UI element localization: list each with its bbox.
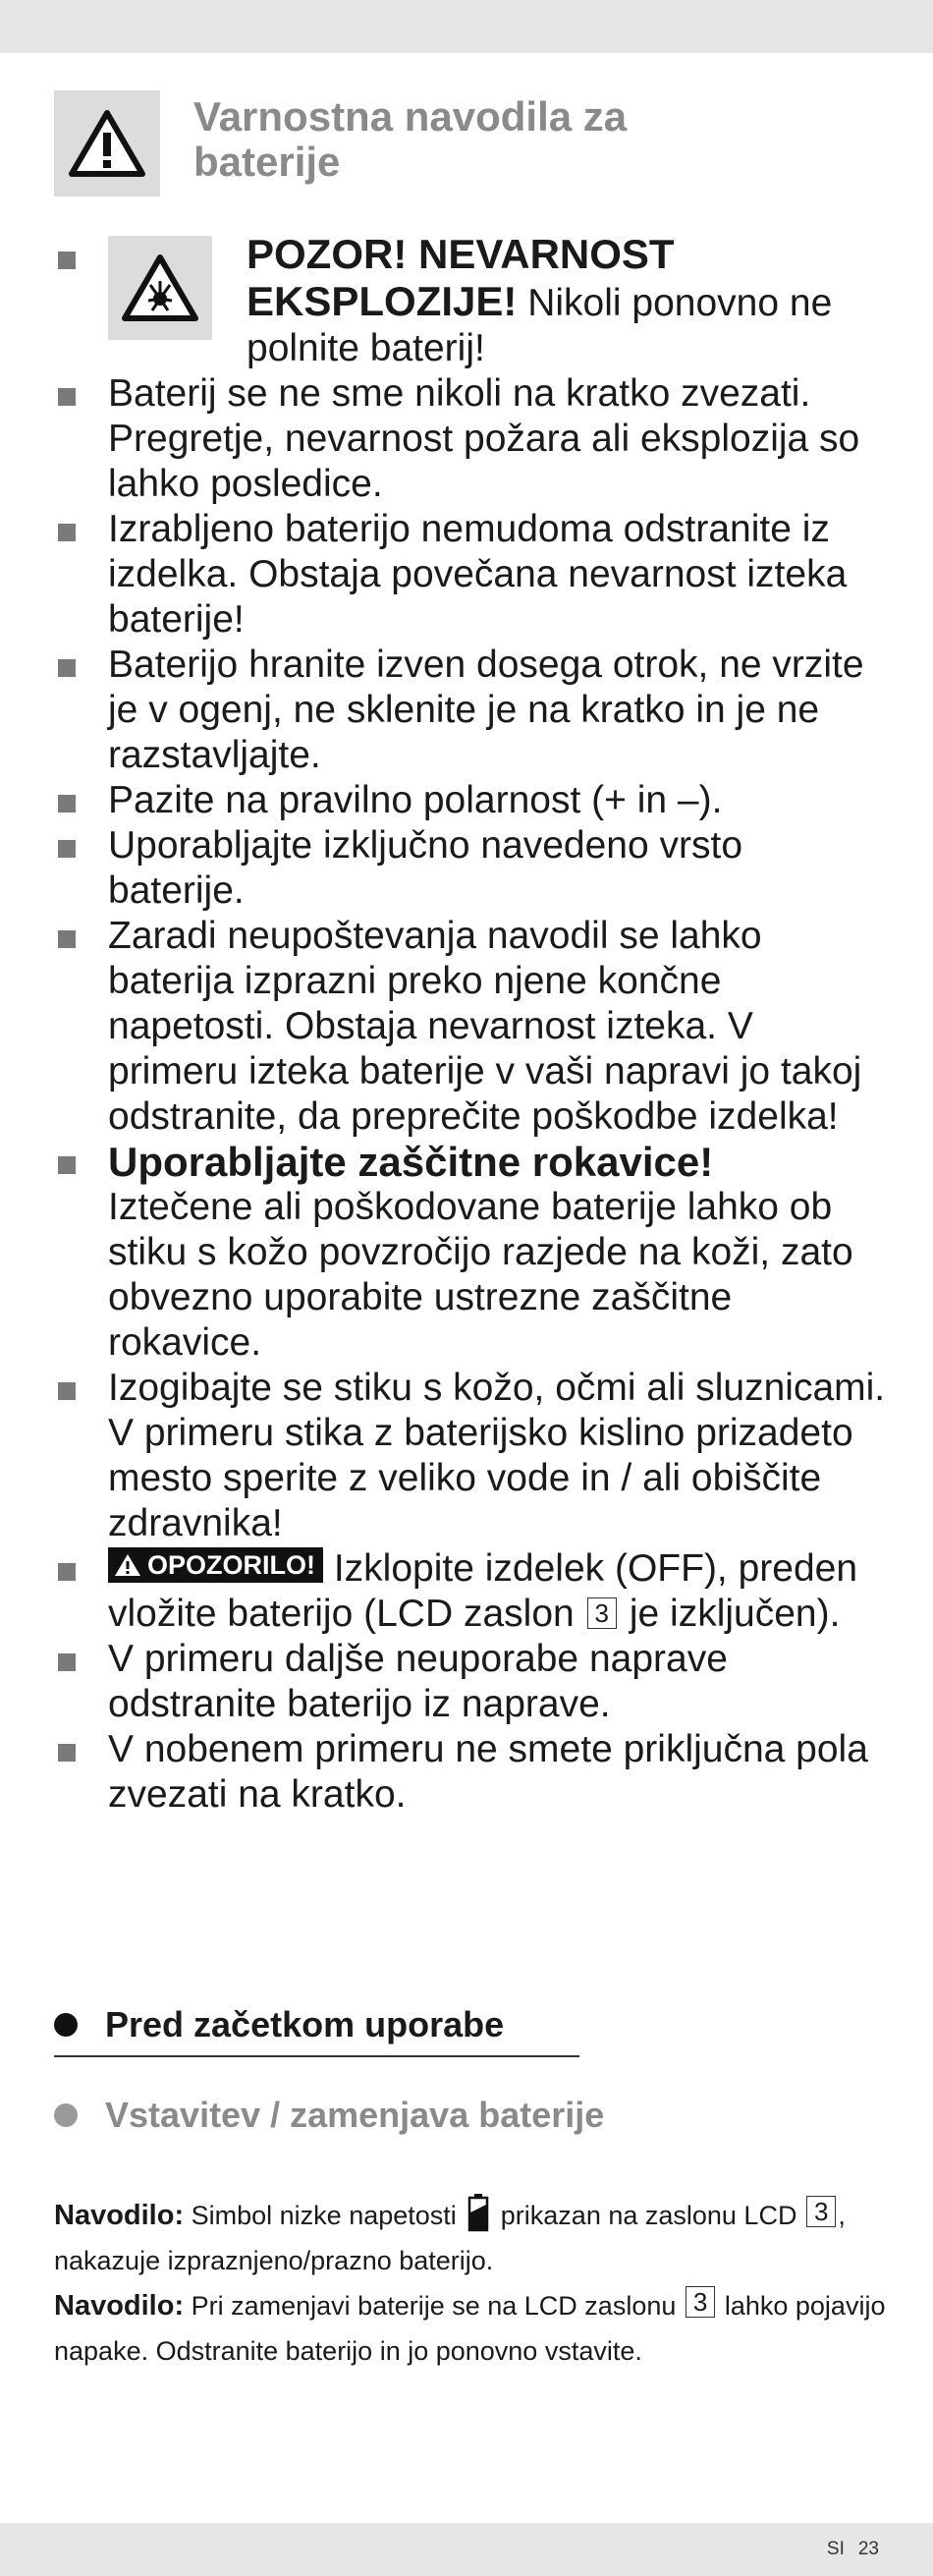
section-title: Vstavitev / zamenjava baterije	[105, 2095, 605, 2135]
low-battery-icon	[467, 2193, 489, 2232]
bullet	[58, 1382, 76, 1400]
heading-warning-box	[54, 90, 160, 196]
page-number: 23	[857, 2539, 879, 2559]
explosion-warning-box	[108, 236, 212, 340]
section-dot	[54, 2013, 78, 2037]
top-bar	[0, 0, 933, 53]
reference-number: 3	[806, 2196, 836, 2227]
warning-triangle-icon	[114, 1553, 141, 1577]
list-item: Uporabljajte zaščitne rokavice! Iztečene ali poškodovane baterije lahko ob stiku s kožo povzročijo razjede na koži, zato obvezno uporabite ustrezne zaščitne rokavice.	[54, 1140, 889, 1366]
page-title: Varnostna navodila za baterije	[193, 93, 628, 185]
list-item: Pazite na pravilno polarnost (+ in –).	[54, 778, 889, 823]
bullet	[58, 388, 76, 406]
footer-page-info	[813, 2539, 879, 2560]
list-item: V nobenem primeru ne smete priključna pola zvezati na kratko.	[54, 1727, 889, 1818]
bullet	[58, 930, 76, 948]
list-item: OPOZORILO! Izklopite izdelek (OFF), preden vložite baterijo (LCD zaslon 3 je izključen).	[54, 1546, 889, 1637]
list-item: Uporabljajte izključno navedeno vrsto baterije.	[54, 823, 889, 914]
list-item: Baterij se ne sme nikoli na kratko zvezati. Pregretje, nevarnost požara ali eksplozija so lahko posledice.	[54, 371, 889, 507]
bullet	[58, 1653, 76, 1671]
bullet	[58, 524, 76, 541]
reference-number: 3	[686, 2286, 715, 2318]
section-battery-replace	[54, 2095, 604, 2136]
note-lcd-errors: Navodilo: Pri zamenjavi baterije se na LCD zaslonu 3 lahko pojavijo napake. Odstranite baterijo in jo ponovno vstavite.	[54, 2287, 886, 2366]
list-item: POZOR! NEVARNOST EKSPLOZIJE! Nikoli ponovno ne polnite baterij!	[54, 232, 889, 371]
footer-bar	[0, 2523, 933, 2576]
section-dot	[54, 2103, 78, 2127]
list-item: Baterijo hranite izven dosega otrok, ne vrzite je v ogenj, ne sklenite je na kratko in je ne razstavljajte.	[54, 643, 889, 778]
bullet	[58, 659, 76, 677]
bullet	[58, 252, 76, 269]
list-item: Izogibajte se stiku s kožo, očmi ali sluznicami. V primeru stika z baterijsko kislino prizadeto mesto sperite z veliko vode in / ali obiščite zdravnika!	[54, 1366, 889, 1546]
reference-number: 3	[587, 1597, 617, 1629]
bullet	[58, 795, 76, 812]
warning-triangle-icon	[68, 109, 146, 178]
note-low-battery: Navodilo: Simbol nizke napetosti prikazan na zaslonu LCD 3 , nakazuje izpraznjeno/prazno baterijo.	[54, 2193, 889, 2283]
list-item: V primeru daljše neuporabe naprave odstranite baterijo iz naprave.	[54, 1637, 889, 1727]
list-item: Zaradi neupoštevanja navodil se lahko baterija izprazni preko njene končne napetosti. Obstaja nevarnost izteka. V primeru izteka baterije v vaši napravi jo takoj odstranite, da preprečite poškodbe izdelka!	[54, 914, 889, 1140]
safety-list	[54, 232, 889, 1818]
section-title: Pred začetkom uporabe	[105, 2004, 505, 2044]
bullet	[58, 1744, 76, 1762]
bullet	[58, 1156, 76, 1174]
section-underline	[54, 2055, 579, 2057]
list-item: Izrabljeno baterijo nemudoma odstranite iz izdelka. Obstaja povečana nevarnost izteka baterije!	[54, 507, 889, 643]
bullet	[58, 1563, 76, 1581]
footer-language: SI	[826, 2539, 845, 2559]
bullet	[58, 840, 76, 858]
explosion-warning-icon	[121, 253, 199, 322]
warning-badge: OPOZORILO!	[108, 1547, 323, 1583]
section-before-use	[54, 2004, 504, 2045]
